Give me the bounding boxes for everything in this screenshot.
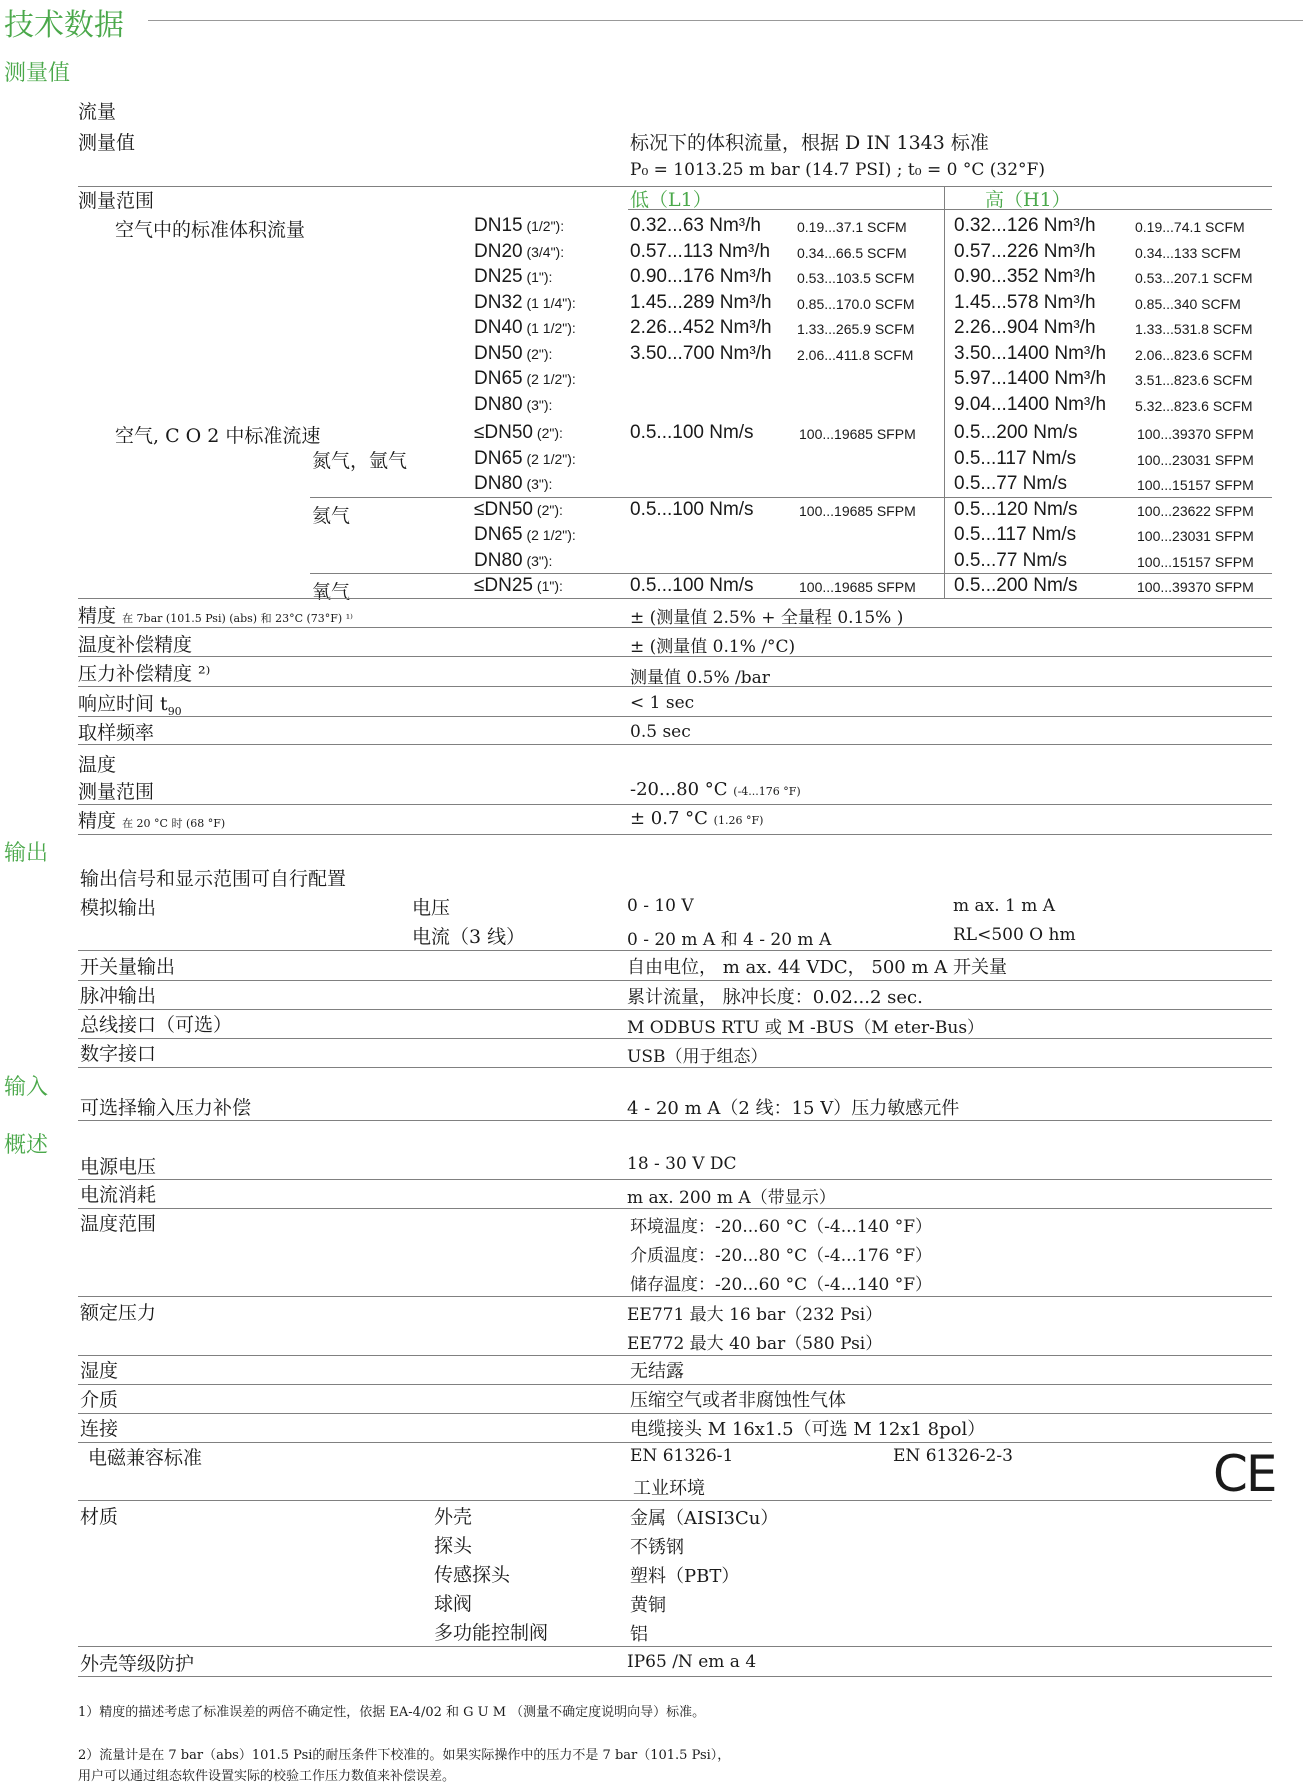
- dn-size: (1"):: [522, 269, 553, 285]
- high-range-scfm: 0.34...133 SCFM: [1135, 244, 1241, 261]
- dn-size: (1"):: [533, 578, 563, 594]
- emc-environment: 工业环境: [633, 1478, 705, 1499]
- row-divider: [78, 804, 1272, 805]
- dn-size-cell: [474, 292, 576, 314]
- high-range-value: 0.5...200 Nm/s: [954, 422, 1078, 443]
- high-range-scfm: 5.32...823.6 SCFM: [1135, 397, 1253, 414]
- low-range-scfm: 0.19...37.1 SCFM: [797, 219, 907, 235]
- column-divider: [944, 186, 945, 599]
- response-subscript: 90: [167, 704, 182, 718]
- connection-label: 连接: [80, 1418, 119, 1440]
- dn-size-cell: [474, 499, 563, 521]
- page-title: 技术数据: [4, 8, 124, 43]
- temp-range-value: [630, 779, 801, 800]
- dn-label: DN80: [474, 549, 523, 571]
- dn-label: DN80: [474, 393, 523, 415]
- dn-size: (1 1/2"):: [522, 320, 576, 336]
- row-divider: [78, 1676, 1272, 1677]
- footnote-2a: 2）流量计是在 7 bar（abs）101.5 Psi的耐压条件下校准的。如果实际操作中的压力不是 7 bar（101.5 Psi），: [78, 1748, 731, 1763]
- dn-label: DN32: [474, 291, 523, 313]
- low-range-value: 0.90...176 Nm³/h: [630, 266, 772, 287]
- switch-output-value: 自由电位， m ax. 44 VDC， 500 m A 开关量: [627, 957, 1007, 978]
- row-divider: [78, 1208, 1272, 1209]
- high-range-value: 3.50...1400 Nm³/h: [954, 342, 1107, 364]
- accuracy-condition: 在 7bar (101.5 Psi) (abs) 和 23°C (73°F) ¹⁾: [122, 612, 353, 625]
- dn-label: DN20: [474, 240, 523, 262]
- supply-voltage-label: 电源电压: [80, 1156, 157, 1178]
- low-range-scfm: 2.06...411.8 SCFM: [797, 346, 914, 363]
- low-range-value: 0.32...63 Nm³/h: [630, 215, 761, 236]
- dn-size: (2 1/2"):: [522, 527, 576, 543]
- accuracy-label: [78, 601, 353, 628]
- dn-label: ≤DN50: [474, 422, 534, 443]
- low-range-value: 2.26...452 Nm³/h: [630, 317, 772, 338]
- medium-value: 压缩空气或者非腐蚀性气体: [630, 1390, 846, 1411]
- material-part: 多功能控制阀: [434, 1622, 549, 1644]
- dn-size: (2"):: [522, 345, 553, 362]
- low-range-value: 0.5...100 Nm/s: [630, 575, 754, 596]
- supply-voltage-value: 18 - 30 V DC: [627, 1154, 737, 1174]
- high-range-value: 0.5...200 Nm/s: [954, 575, 1078, 596]
- dn-label: DN25: [474, 266, 523, 287]
- high-range-scfm: 100...23622 SFPM: [1137, 502, 1254, 519]
- emc-standard-1: EN 61326-1: [630, 1446, 734, 1466]
- voltage-value: 0 - 10 V: [627, 896, 694, 916]
- dn-size-cell: [474, 241, 564, 263]
- dn-size-cell: [474, 524, 576, 546]
- low-range-scfm: 1.33...265.9 SCFM: [797, 321, 915, 337]
- dn-size-cell: [474, 550, 552, 572]
- analog-output-label: 模拟输出: [80, 897, 157, 919]
- low-range-scfm: 0.53...103.5 SCFM: [797, 270, 915, 286]
- dn-size: (1/2"):: [522, 218, 565, 234]
- row-divider: [78, 627, 1272, 628]
- low-range-value: 0.5...100 Nm/s: [630, 498, 754, 520]
- dn-label: DN65: [474, 524, 523, 545]
- low-range-scfm: 100...19685 SFPM: [799, 426, 916, 442]
- low-range-scfm: 0.85...170.0 SCFM: [797, 295, 915, 312]
- flow-range-label: 测量范围: [78, 190, 155, 212]
- temp-range-label: 测量范围: [78, 781, 155, 803]
- dn-size: (3"):: [522, 552, 553, 569]
- protection-label: 外壳等级防护: [80, 1653, 195, 1675]
- humidity-label: 湿度: [80, 1360, 119, 1382]
- row-divider: [310, 573, 1272, 574]
- temp-accuracy-f: (1.26 °F): [713, 814, 764, 827]
- row-divider: [78, 1384, 1272, 1385]
- high-range-value: 0.57...226 Nm³/h: [954, 240, 1096, 262]
- dn-size-cell: [474, 368, 576, 390]
- high-range-value: 2.26...904 Nm³/h: [954, 317, 1096, 338]
- dn-label: ≤DN50: [474, 498, 534, 520]
- dn-size-cell: [474, 317, 576, 339]
- switch-output-label: 开关量输出: [80, 956, 176, 978]
- row-divider: [78, 980, 1272, 981]
- ambient-temp-value: 环境温度：-20...60 °C（-4...140 °F）: [630, 1217, 933, 1237]
- pressure-input-value: 4 - 20 m A（2 线：15 V）压力敏感元件: [627, 1098, 960, 1119]
- ce-mark-icon: CE: [1213, 1445, 1276, 1503]
- flow-title: 流量: [78, 101, 117, 123]
- digital-interface-label: 数字接口: [80, 1043, 157, 1065]
- medium-label: 介质: [80, 1389, 119, 1411]
- high-range-scfm: 0.85...340 SCFM: [1135, 295, 1241, 312]
- section-measure: 测量值: [4, 61, 71, 86]
- row-divider: [78, 716, 1272, 717]
- response-label-text: 响应时间 t: [78, 693, 168, 715]
- low-range-value: 3.50...700 Nm³/h: [630, 342, 772, 364]
- row-divider: [78, 598, 1272, 599]
- section-general: 概述: [4, 1133, 49, 1158]
- material-part: 传感探头: [434, 1564, 511, 1586]
- row-divider: [78, 1179, 1272, 1180]
- dn-size-cell: [474, 394, 552, 416]
- ee771-pressure-value: EE771 最大 16 bar（232 Psi）: [627, 1305, 883, 1325]
- response-label: [78, 689, 182, 718]
- high-range-scfm: 0.19...74.1 SCFM: [1135, 219, 1245, 235]
- low-range-value: 1.45...289 Nm³/h: [630, 291, 772, 313]
- current-consumption-label: 电流消耗: [80, 1184, 157, 1206]
- ee772-pressure-value: EE772 最大 40 bar（580 Psi）: [627, 1334, 883, 1354]
- low-range-scfm: 0.34...66.5 SCFM: [797, 244, 907, 261]
- high-range-value: 0.5...117 Nm/s: [954, 447, 1077, 469]
- row-divider: [78, 1038, 1272, 1039]
- row-divider: [78, 1296, 1272, 1297]
- dn-size: (3/4"):: [522, 243, 565, 260]
- low-range-header: 低（L1）: [630, 189, 712, 211]
- dn-label: DN80: [474, 473, 523, 494]
- dn-size-cell: [474, 473, 552, 495]
- dn-size: (1 1/4"):: [522, 294, 576, 311]
- connection-value: 电缆接头 M 16x1.5（可选 M 12x1 8pol）: [630, 1419, 986, 1440]
- storage-temp-value: 储存温度：-20...60 °C（-4...140 °F）: [630, 1275, 933, 1295]
- temp-accuracy-text: 精度: [78, 810, 117, 832]
- material-value: 塑料（PBT）: [630, 1566, 740, 1587]
- high-range-value: 9.04...1400 Nm³/h: [954, 393, 1107, 415]
- material-value: 铝: [630, 1624, 648, 1645]
- dn-label: ≤DN25: [474, 575, 534, 596]
- low-range-value: 0.5...100 Nm/s: [630, 422, 754, 443]
- flow-reference-conditions: P₀ = 1013.25 m bar (14.7 PSI) ; t₀ = 0 °C (32°F): [630, 160, 1045, 180]
- gas-n2-ar-label: 氮气，氩气: [312, 450, 408, 472]
- low-range-scfm: 100...19685 SFPM: [799, 502, 916, 519]
- dn-size: (2"):: [533, 501, 563, 518]
- velocity-label: 空气, C O 2 中标准流速: [115, 425, 321, 447]
- high-range-scfm: 100...39370 SFPM: [1137, 426, 1254, 442]
- accuracy-value: ± (测量值 2.5% + 全量程 0.15% ): [630, 608, 904, 628]
- high-range-value: 0.90...352 Nm³/h: [954, 266, 1096, 287]
- dn-size-cell: [474, 575, 563, 597]
- dn-label: DN40: [474, 317, 523, 338]
- current-value: 0 - 20 m A 和 4 - 20 m A: [627, 930, 832, 950]
- temp-accuracy-c: ± 0.7 °C: [630, 808, 708, 829]
- high-range-value: 0.5...117 Nm/s: [954, 524, 1077, 545]
- material-value: 黄铜: [630, 1595, 666, 1616]
- humidity-value: 无结露: [630, 1361, 684, 1382]
- high-range-scfm: 100...23031 SFPM: [1137, 451, 1254, 468]
- voltage-label: 电压: [412, 897, 451, 919]
- material-part: 探头: [434, 1535, 473, 1557]
- high-range-value: 1.45...578 Nm³/h: [954, 291, 1096, 313]
- high-range-value: 0.32...126 Nm³/h: [954, 215, 1096, 236]
- section-output: 输出: [4, 841, 49, 866]
- temp-range-c: -20...80 °C: [630, 779, 728, 800]
- dn-size: (3"):: [522, 396, 553, 413]
- temp-comp-value: ± (测量值 0.1% /°C): [630, 637, 796, 657]
- flow-measure-label: 测量值: [78, 132, 136, 154]
- gas-he-label: 氦气: [312, 505, 351, 527]
- temp-range-general-label: 温度范围: [80, 1213, 157, 1235]
- dn-size-cell: [474, 215, 564, 237]
- dn-size: (2 1/2"):: [522, 450, 576, 467]
- row-divider: [78, 1120, 1272, 1121]
- medium-temp-value: 介质温度：-20...80 °C（-4...176 °F）: [630, 1246, 933, 1266]
- row-divider: [78, 1413, 1272, 1414]
- voltage-limit: m ax. 1 m A: [953, 896, 1056, 916]
- row-divider: [78, 834, 1272, 835]
- low-range-scfm: 100...19685 SFPM: [799, 579, 916, 595]
- press-comp-label: 压力补偿精度 ²⁾: [78, 663, 211, 685]
- footnote-1: 1）精度的描述考虑了标准误差的两倍不确定性，依据 EA-4/02 和 G U M （测量不确定度说明向导）标准。: [78, 1705, 706, 1720]
- digital-interface-value: USB（用于组态）: [627, 1047, 768, 1067]
- row-divider: [78, 1067, 1272, 1068]
- high-range-scfm: 2.06...823.6 SCFM: [1135, 346, 1253, 363]
- temp-accuracy-cond: 在 20 °C 时 (68 °F): [122, 817, 226, 830]
- high-range-scfm: 100...15157 SFPM: [1137, 477, 1254, 493]
- current-label: 电流（3 线）: [412, 926, 526, 948]
- dn-label: DN50: [474, 342, 523, 364]
- dn-size: (2"):: [533, 425, 563, 441]
- bus-interface-label: 总线接口（可选）: [80, 1014, 233, 1036]
- protection-value: IP65 /N em a 4: [627, 1652, 757, 1672]
- response-value: < 1 sec: [630, 693, 695, 713]
- temp-range-f: (-4...176 °F): [733, 785, 801, 798]
- high-range-scfm: 100...23031 SFPM: [1137, 528, 1254, 544]
- dn-size-cell: [474, 422, 563, 444]
- high-range-scfm: 3.51...823.6 SCFM: [1135, 372, 1253, 388]
- row-divider: [78, 1500, 1272, 1501]
- high-range-scfm: 1.33...531.8 SCFM: [1135, 321, 1253, 337]
- footnote-2b: 用户可以通过组态软件设置实际的校验工作压力数值来补偿误差。: [78, 1769, 456, 1784]
- header-divider: [628, 209, 1272, 210]
- row-divider: [310, 497, 1272, 498]
- pressure-input-label: 可选择输入压力补偿: [80, 1097, 252, 1119]
- row-divider: [78, 1009, 1272, 1010]
- material-part: 球阀: [434, 1593, 473, 1615]
- dn-label: DN65: [474, 447, 523, 469]
- gas-o2-label: 氧气: [312, 581, 351, 603]
- high-range-scfm: 0.53...207.1 SCFM: [1135, 270, 1253, 286]
- row-divider: [78, 656, 1272, 657]
- dn-label: DN65: [474, 368, 523, 389]
- pulse-output-value: 累计流量， 脉冲长度：0.02...2 sec.: [627, 987, 923, 1008]
- high-range-value: 0.5...120 Nm/s: [954, 498, 1078, 520]
- accuracy-label-text: 精度: [78, 605, 117, 627]
- row-divider: [78, 950, 1272, 951]
- row-divider: [78, 744, 1272, 745]
- row-divider: [78, 1442, 1272, 1443]
- dn-size-cell: [474, 448, 576, 470]
- air-std-flow-label: 空气中的标准体积流量: [115, 219, 306, 241]
- dn-size: (2 1/2"):: [522, 371, 576, 387]
- press-comp-value: 测量值 0.5% /bar: [630, 668, 770, 688]
- row-divider: [78, 1355, 1272, 1356]
- emc-standard-2: EN 61326-2-3: [893, 1446, 1013, 1466]
- high-range-scfm: 100...15157 SFPM: [1137, 553, 1254, 570]
- sampling-label: 取样频率: [78, 722, 155, 744]
- output-config-note: 输出信号和显示范围可自行配置: [80, 868, 347, 890]
- current-consumption-value: m ax. 200 m A（带显示）: [627, 1188, 836, 1208]
- sampling-value: 0.5 sec: [630, 722, 691, 742]
- bus-interface-value: M ODBUS RTU 或 M -BUS（M eter-Bus）: [627, 1018, 985, 1038]
- flow-measure-value: 标况下的体积流量，根据 D IN 1343 标准: [630, 132, 989, 154]
- pulse-output-label: 脉冲输出: [80, 985, 157, 1007]
- material-part: 外壳: [434, 1506, 473, 1528]
- row-divider: [78, 686, 1272, 687]
- high-range-value: 0.5...77 Nm/s: [954, 549, 1067, 571]
- emc-label: 电磁兼容标准: [88, 1447, 203, 1469]
- row-divider: [78, 1646, 1272, 1647]
- material-label: 材质: [80, 1506, 119, 1528]
- rated-pressure-label: 额定压力: [80, 1302, 157, 1324]
- high-range-header: 高（H1）: [985, 189, 1071, 211]
- high-range-value: 5.97...1400 Nm³/h: [954, 368, 1107, 389]
- dn-size-cell: [474, 343, 552, 365]
- current-limit: RL<500 O hm: [953, 925, 1076, 945]
- temp-accuracy-value: [630, 808, 763, 829]
- temperature-title: 温度: [78, 754, 117, 776]
- high-range-value: 0.5...77 Nm/s: [954, 473, 1067, 494]
- material-value: 不锈钢: [630, 1537, 684, 1558]
- temp-accuracy-label: [78, 806, 225, 833]
- high-range-scfm: 100...39370 SFPM: [1137, 579, 1254, 595]
- material-value: 金属（AISI3Cu）: [630, 1508, 779, 1529]
- low-range-value: 0.57...113 Nm³/h: [630, 240, 771, 262]
- dn-label: DN15: [474, 215, 523, 236]
- dn-size: (3"):: [522, 476, 553, 492]
- title-divider: [148, 20, 1303, 21]
- temp-comp-label: 温度补偿精度: [78, 634, 193, 656]
- dn-size-cell: [474, 266, 552, 288]
- section-input: 输入: [4, 1075, 49, 1100]
